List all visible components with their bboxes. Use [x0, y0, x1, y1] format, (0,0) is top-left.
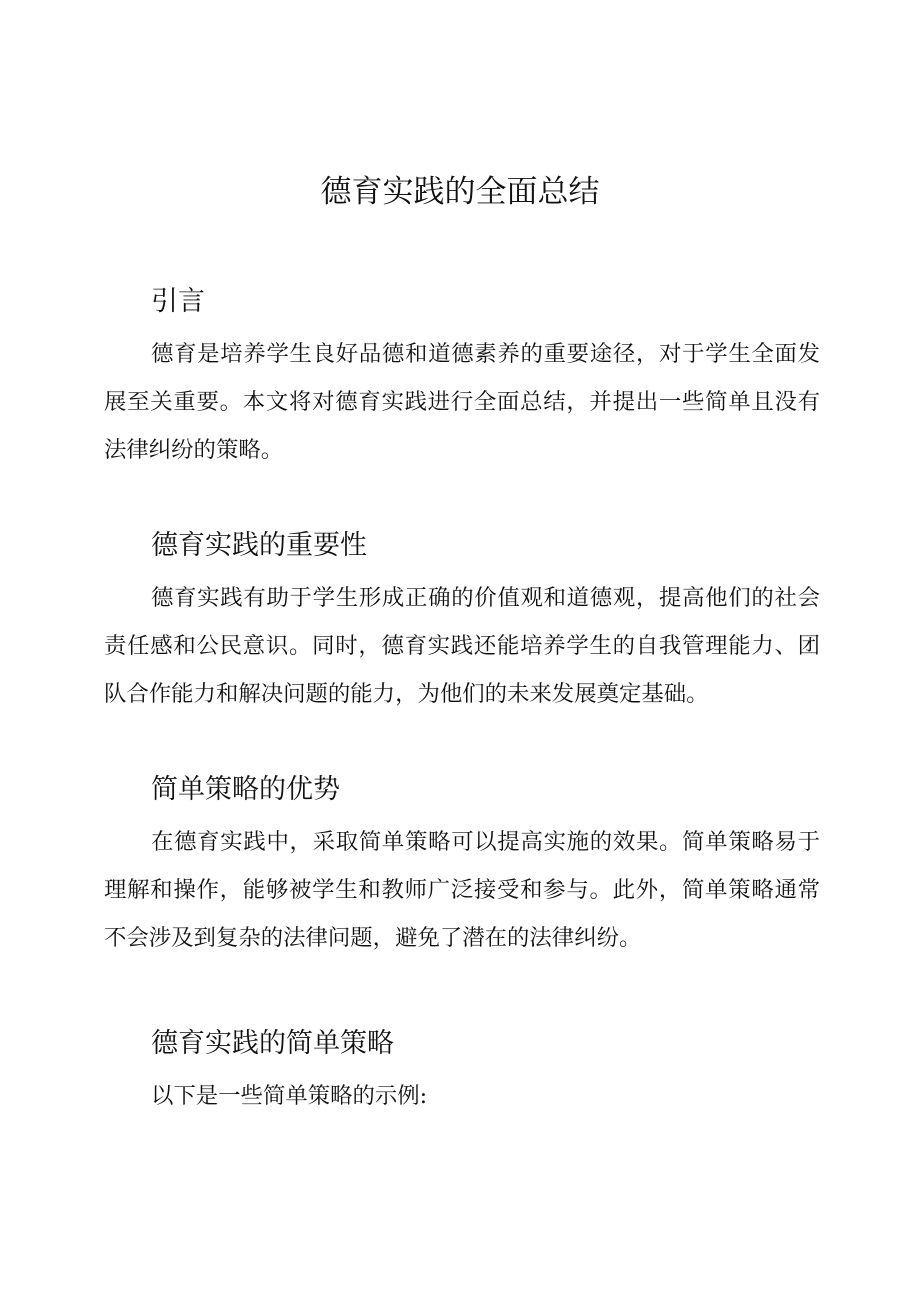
section-paragraph: 德育是培养学生良好品德和道德素养的重要途径，对于学生全面发展至关重要。本文将对德育实践进行全面总结，并提出一些简单且没有法律纠纷的策略。 [104, 341, 820, 463]
section-heading: 简单策略的优势 [151, 774, 340, 805]
section-importance [104, 526, 820, 718]
section-paragraph: 在德育实践中，采取简单策略可以提高实施的效果。简单策略易于理解和操作，能够被学生和教师广泛接受和参与。此外，简单策略通常不会涉及到复杂的法律问题，避免了潜在的法律纠纷。 [104, 829, 820, 951]
section-advantages [104, 770, 820, 962]
document-title: 德育实践的全面总结 [320, 174, 600, 210]
section-heading: 德育实践的简单策略 [151, 1028, 394, 1059]
section-paragraph: 以下是一些简单策略的示例: [151, 1083, 428, 1109]
section-strategies [104, 1024, 820, 1120]
section-paragraph: 德育实践有助于学生形成正确的价值观和道德观，提高他们的社会责任感和公民意识。同时，德育实践还能培养学生的自我管理能力、团队合作能力和解决问题的能力，为他们的未来发展奠定基础。 [104, 585, 820, 707]
section-heading: 引言 [151, 286, 205, 317]
section-introduction [104, 282, 820, 474]
section-heading: 德育实践的重要性 [151, 530, 367, 561]
